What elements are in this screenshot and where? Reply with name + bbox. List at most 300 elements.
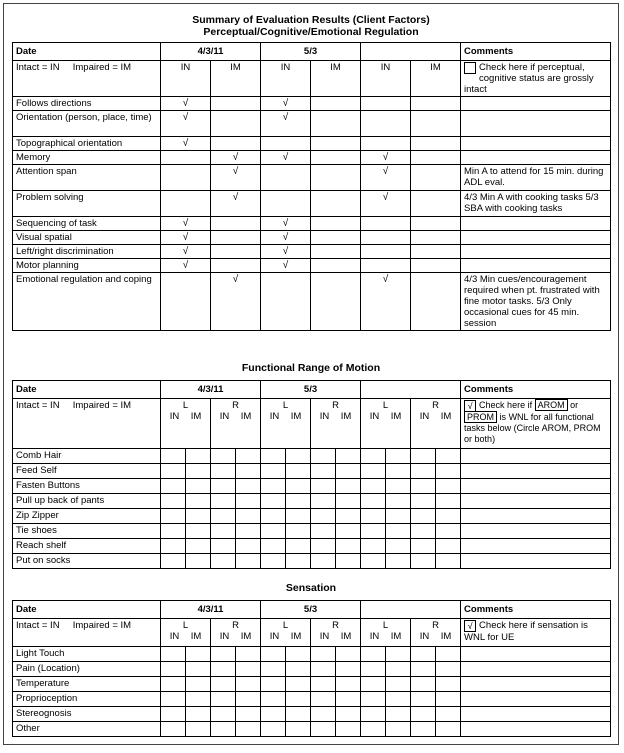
sensation-check-text: Check here if sensation is WNL for UE bbox=[464, 620, 588, 643]
grid-cell[interactable] bbox=[211, 524, 236, 539]
grid-cell[interactable] bbox=[411, 494, 436, 509]
grid-cell[interactable] bbox=[161, 449, 186, 464]
date2-header: 5/3 bbox=[261, 381, 361, 399]
in-label: IN bbox=[369, 411, 380, 422]
check-cell[interactable] bbox=[411, 111, 461, 137]
in-label: IN bbox=[169, 631, 180, 642]
grid-cell[interactable] bbox=[161, 707, 186, 722]
grid-cell[interactable] bbox=[436, 647, 461, 662]
grid-cell[interactable] bbox=[411, 662, 436, 677]
grid-cell[interactable] bbox=[261, 647, 286, 662]
grid-cell[interactable] bbox=[211, 677, 236, 692]
check-cell[interactable] bbox=[311, 191, 361, 217]
row-label: Light Touch bbox=[13, 647, 161, 662]
check-cell[interactable] bbox=[361, 217, 411, 231]
table-row bbox=[13, 464, 611, 479]
im-label: IM bbox=[190, 411, 202, 422]
grid-cell[interactable] bbox=[336, 479, 361, 494]
grid-cell[interactable] bbox=[261, 464, 286, 479]
grid-cell[interactable] bbox=[211, 449, 236, 464]
check-cell[interactable]: √ bbox=[361, 273, 411, 331]
grid-cell[interactable] bbox=[361, 494, 386, 509]
lr-cell bbox=[311, 399, 361, 449]
grid-cell[interactable] bbox=[361, 722, 386, 737]
table-row bbox=[13, 707, 611, 722]
grid-cell[interactable] bbox=[186, 707, 211, 722]
check-cell[interactable] bbox=[211, 245, 261, 259]
table-row bbox=[13, 231, 611, 245]
grid-cell[interactable] bbox=[311, 479, 336, 494]
grid-cell[interactable] bbox=[386, 554, 411, 569]
check-cell[interactable]: √ bbox=[261, 151, 311, 165]
grid-cell[interactable] bbox=[286, 677, 311, 692]
grid-cell[interactable] bbox=[386, 722, 411, 737]
grid-cell[interactable] bbox=[336, 692, 361, 707]
check-cell[interactable]: √ bbox=[361, 151, 411, 165]
grid-cell[interactable] bbox=[336, 524, 361, 539]
grid-cell[interactable] bbox=[386, 479, 411, 494]
check-cell[interactable] bbox=[411, 231, 461, 245]
table-row bbox=[13, 662, 611, 677]
grid-cell[interactable] bbox=[361, 509, 386, 524]
grid-cell[interactable] bbox=[436, 677, 461, 692]
table-row bbox=[13, 554, 611, 569]
row-label: Tie shoes bbox=[13, 524, 161, 539]
check-cell[interactable] bbox=[261, 273, 311, 331]
date3-header bbox=[361, 381, 461, 399]
grid-cell[interactable] bbox=[411, 479, 436, 494]
grid-cell[interactable] bbox=[186, 677, 211, 692]
grid-cell[interactable] bbox=[161, 494, 186, 509]
check-cell[interactable] bbox=[411, 151, 461, 165]
grid-cell[interactable] bbox=[236, 707, 261, 722]
table-row bbox=[13, 151, 611, 165]
grid-cell[interactable] bbox=[261, 479, 286, 494]
check-cell[interactable] bbox=[411, 245, 461, 259]
check-cell[interactable]: √ bbox=[211, 151, 261, 165]
check-cell[interactable] bbox=[311, 151, 361, 165]
grid-cell[interactable] bbox=[336, 722, 361, 737]
grid-cell[interactable] bbox=[211, 494, 236, 509]
grid-cell[interactable] bbox=[186, 539, 211, 554]
grid-cell[interactable] bbox=[186, 524, 211, 539]
grid-cell[interactable] bbox=[186, 449, 211, 464]
grid-cell[interactable] bbox=[386, 524, 411, 539]
grid-cell[interactable] bbox=[236, 662, 261, 677]
grid-cell[interactable] bbox=[411, 647, 436, 662]
grid-cell[interactable] bbox=[361, 554, 386, 569]
grid-cell[interactable] bbox=[161, 509, 186, 524]
check-cell[interactable] bbox=[211, 97, 261, 111]
im-label: IM bbox=[240, 631, 252, 642]
row-comment: Min A to attend for 15 min. during ADL eval. bbox=[461, 165, 611, 191]
check-cell[interactable] bbox=[211, 217, 261, 231]
row-comment bbox=[461, 539, 611, 554]
grid-cell[interactable] bbox=[361, 647, 386, 662]
table-row bbox=[13, 509, 611, 524]
grid-cell[interactable] bbox=[261, 662, 286, 677]
grid-cell[interactable] bbox=[236, 647, 261, 662]
im-label: IM bbox=[440, 411, 452, 422]
grid-cell[interactable] bbox=[361, 449, 386, 464]
grid-cell[interactable] bbox=[311, 494, 336, 509]
check-cell[interactable] bbox=[161, 273, 211, 331]
row-label: Comb Hair bbox=[13, 449, 161, 464]
grid-cell[interactable] bbox=[386, 464, 411, 479]
grid-cell[interactable] bbox=[411, 722, 436, 737]
grid-cell[interactable] bbox=[236, 449, 261, 464]
check-cell[interactable] bbox=[311, 97, 361, 111]
grid-cell[interactable] bbox=[211, 707, 236, 722]
grid-cell[interactable] bbox=[236, 692, 261, 707]
check-cell[interactable] bbox=[311, 217, 361, 231]
check-cell[interactable] bbox=[311, 259, 361, 273]
grid-cell[interactable] bbox=[361, 539, 386, 554]
check-cell[interactable] bbox=[311, 137, 361, 151]
grid-cell[interactable] bbox=[261, 539, 286, 554]
row-label: Zip Zipper bbox=[13, 509, 161, 524]
grid-cell[interactable] bbox=[286, 647, 311, 662]
check-cell[interactable] bbox=[311, 245, 361, 259]
check-cell[interactable]: √ bbox=[261, 217, 311, 231]
grid-cell[interactable] bbox=[361, 464, 386, 479]
grid-cell[interactable] bbox=[311, 464, 336, 479]
grid-cell[interactable] bbox=[186, 722, 211, 737]
grid-cell[interactable] bbox=[411, 692, 436, 707]
grid-cell[interactable] bbox=[386, 539, 411, 554]
grid-cell[interactable] bbox=[336, 677, 361, 692]
grid-cell[interactable] bbox=[311, 449, 336, 464]
check-cell[interactable] bbox=[361, 245, 411, 259]
row-label: Attention span bbox=[13, 165, 161, 191]
grid-cell[interactable] bbox=[211, 647, 236, 662]
grid-cell[interactable] bbox=[411, 449, 436, 464]
check-cell[interactable] bbox=[411, 259, 461, 273]
grid-cell[interactable] bbox=[311, 662, 336, 677]
grid-cell[interactable] bbox=[286, 479, 311, 494]
grid-cell[interactable] bbox=[311, 524, 336, 539]
check-cell[interactable] bbox=[261, 137, 311, 151]
check-cell[interactable]: √ bbox=[361, 191, 411, 217]
grid-cell[interactable] bbox=[286, 509, 311, 524]
grid-cell[interactable] bbox=[436, 464, 461, 479]
check-cell[interactable] bbox=[261, 165, 311, 191]
grid-cell[interactable] bbox=[211, 509, 236, 524]
grid-cell[interactable] bbox=[211, 554, 236, 569]
check-cell[interactable] bbox=[211, 259, 261, 273]
grid-cell[interactable] bbox=[236, 554, 261, 569]
check-cell[interactable] bbox=[411, 137, 461, 151]
grid-cell[interactable] bbox=[311, 647, 336, 662]
grid-cell[interactable] bbox=[286, 722, 311, 737]
table-row bbox=[13, 245, 611, 259]
check-cell[interactable]: √ bbox=[161, 245, 211, 259]
grid-cell[interactable] bbox=[336, 494, 361, 509]
grid-cell[interactable] bbox=[261, 509, 286, 524]
check-cell[interactable] bbox=[311, 111, 361, 137]
im-label: IM bbox=[390, 411, 402, 422]
im-label: IM bbox=[240, 411, 252, 422]
grid-cell[interactable] bbox=[211, 479, 236, 494]
grid-cell[interactable] bbox=[336, 509, 361, 524]
im-label: IM bbox=[340, 411, 352, 422]
grid-cell[interactable] bbox=[236, 722, 261, 737]
grid-cell[interactable] bbox=[186, 647, 211, 662]
grid-cell[interactable] bbox=[236, 539, 261, 554]
grid-cell[interactable] bbox=[186, 692, 211, 707]
check-cell[interactable]: √ bbox=[161, 111, 211, 137]
grid-cell[interactable] bbox=[261, 677, 286, 692]
grid-cell[interactable] bbox=[386, 449, 411, 464]
check-cell[interactable] bbox=[311, 273, 361, 331]
check-cell[interactable] bbox=[211, 111, 261, 137]
grid-cell[interactable] bbox=[311, 539, 336, 554]
check-cell[interactable] bbox=[411, 191, 461, 217]
rom-check-cell bbox=[461, 399, 611, 449]
row-label: Pain (Location) bbox=[13, 662, 161, 677]
row-comment bbox=[461, 677, 611, 692]
grid-cell[interactable] bbox=[211, 692, 236, 707]
grid-cell[interactable] bbox=[286, 494, 311, 509]
grid-cell[interactable] bbox=[386, 707, 411, 722]
check-cell[interactable]: √ bbox=[261, 245, 311, 259]
table-row bbox=[13, 111, 611, 137]
arom-box[interactable]: AROM bbox=[535, 399, 568, 411]
grid-cell[interactable] bbox=[336, 464, 361, 479]
grid-cell[interactable] bbox=[336, 707, 361, 722]
grid-cell[interactable] bbox=[236, 494, 261, 509]
row-comment bbox=[461, 111, 611, 137]
grid-cell[interactable] bbox=[336, 539, 361, 554]
grid-cell[interactable] bbox=[436, 494, 461, 509]
grid-cell[interactable] bbox=[411, 677, 436, 692]
grid-cell[interactable] bbox=[236, 479, 261, 494]
grid-cell[interactable] bbox=[236, 464, 261, 479]
grid-cell[interactable] bbox=[436, 449, 461, 464]
grid-cell[interactable] bbox=[286, 524, 311, 539]
grid-cell[interactable] bbox=[386, 647, 411, 662]
grid-cell[interactable] bbox=[161, 647, 186, 662]
grid-cell[interactable] bbox=[361, 479, 386, 494]
grid-cell[interactable] bbox=[336, 449, 361, 464]
row-label: Visual spatial bbox=[13, 231, 161, 245]
grid-cell[interactable] bbox=[286, 554, 311, 569]
check-cell[interactable] bbox=[211, 231, 261, 245]
grid-cell[interactable] bbox=[386, 509, 411, 524]
grid-cell[interactable] bbox=[311, 677, 336, 692]
check-cell[interactable]: √ bbox=[161, 231, 211, 245]
grid-cell[interactable] bbox=[261, 524, 286, 539]
check-cell[interactable] bbox=[161, 165, 211, 191]
in-label: IN bbox=[261, 61, 311, 97]
form-header bbox=[4, 14, 618, 38]
check-cell[interactable]: √ bbox=[161, 259, 211, 273]
grid-cell[interactable] bbox=[186, 509, 211, 524]
grid-cell[interactable] bbox=[286, 464, 311, 479]
grid-cell[interactable] bbox=[361, 692, 386, 707]
grid-cell[interactable] bbox=[436, 479, 461, 494]
grid-cell[interactable] bbox=[436, 692, 461, 707]
prom-box[interactable]: PROM bbox=[464, 411, 497, 423]
grid-cell[interactable] bbox=[261, 494, 286, 509]
check-cell[interactable]: √ bbox=[211, 165, 261, 191]
grid-cell[interactable] bbox=[186, 464, 211, 479]
grid-cell[interactable] bbox=[161, 464, 186, 479]
check-cell[interactable] bbox=[161, 151, 211, 165]
grid-cell[interactable] bbox=[261, 692, 286, 707]
grid-cell[interactable] bbox=[161, 479, 186, 494]
table-row bbox=[13, 692, 611, 707]
check-cell[interactable]: √ bbox=[161, 137, 211, 151]
check-cell[interactable]: √ bbox=[261, 111, 311, 137]
grid-cell[interactable] bbox=[386, 662, 411, 677]
row-comment bbox=[461, 707, 611, 722]
grid-cell[interactable] bbox=[286, 539, 311, 554]
grid-cell[interactable] bbox=[386, 692, 411, 707]
table-row bbox=[13, 191, 611, 217]
grid-cell[interactable] bbox=[411, 509, 436, 524]
date-header: Date bbox=[13, 601, 161, 619]
check-cell[interactable]: √ bbox=[261, 97, 311, 111]
table-row bbox=[13, 722, 611, 737]
table-row bbox=[13, 165, 611, 191]
check-cell[interactable] bbox=[361, 137, 411, 151]
check-cell[interactable]: √ bbox=[161, 97, 211, 111]
grid-cell[interactable] bbox=[311, 722, 336, 737]
rom-rows bbox=[13, 449, 611, 569]
grid-cell[interactable] bbox=[361, 707, 386, 722]
check-cell[interactable] bbox=[361, 111, 411, 137]
lr-cell bbox=[161, 399, 211, 449]
check-cell[interactable] bbox=[411, 273, 461, 331]
grid-cell[interactable] bbox=[261, 449, 286, 464]
check-cell[interactable] bbox=[361, 231, 411, 245]
grid-cell[interactable] bbox=[436, 722, 461, 737]
grid-cell[interactable] bbox=[386, 677, 411, 692]
grid-cell[interactable] bbox=[161, 677, 186, 692]
in-label: IN bbox=[361, 61, 411, 97]
check-cell[interactable] bbox=[361, 259, 411, 273]
sensation-title: Sensation bbox=[285, 582, 337, 594]
perceptual-legend-row bbox=[13, 61, 611, 97]
check-cell[interactable] bbox=[261, 191, 311, 217]
grid-cell[interactable] bbox=[161, 524, 186, 539]
grid-cell[interactable] bbox=[336, 647, 361, 662]
grid-cell[interactable] bbox=[411, 464, 436, 479]
row-label: Temperature bbox=[13, 677, 161, 692]
side-r: R bbox=[332, 400, 339, 411]
grid-cell[interactable] bbox=[411, 554, 436, 569]
grid-cell[interactable] bbox=[161, 662, 186, 677]
check-cell[interactable] bbox=[311, 165, 361, 191]
in-label: IN bbox=[269, 631, 280, 642]
perceptual-checkbox[interactable] bbox=[464, 62, 476, 74]
grid-cell[interactable] bbox=[436, 509, 461, 524]
grid-cell[interactable] bbox=[186, 554, 211, 569]
grid-cell[interactable] bbox=[436, 524, 461, 539]
im-label: IM bbox=[390, 631, 402, 642]
grid-cell[interactable] bbox=[211, 539, 236, 554]
grid-cell[interactable] bbox=[311, 509, 336, 524]
grid-cell[interactable] bbox=[236, 509, 261, 524]
check-cell[interactable]: √ bbox=[361, 165, 411, 191]
grid-cell[interactable] bbox=[186, 494, 211, 509]
grid-cell[interactable] bbox=[161, 539, 186, 554]
check-cell[interactable] bbox=[161, 191, 211, 217]
legend: Intact = IN Impaired = IM bbox=[13, 619, 161, 647]
grid-cell[interactable] bbox=[411, 524, 436, 539]
grid-cell[interactable] bbox=[411, 539, 436, 554]
row-comment bbox=[461, 479, 611, 494]
check-cell[interactable]: √ bbox=[211, 273, 261, 331]
grid-cell[interactable] bbox=[311, 707, 336, 722]
grid-cell[interactable] bbox=[311, 554, 336, 569]
grid-cell[interactable] bbox=[336, 554, 361, 569]
check-cell[interactable] bbox=[361, 97, 411, 111]
grid-cell[interactable] bbox=[186, 662, 211, 677]
check-cell[interactable] bbox=[211, 137, 261, 151]
grid-cell[interactable] bbox=[336, 662, 361, 677]
grid-cell[interactable] bbox=[186, 479, 211, 494]
grid-cell[interactable] bbox=[211, 722, 236, 737]
in-label: IN bbox=[319, 631, 330, 642]
grid-cell[interactable] bbox=[361, 524, 386, 539]
grid-cell[interactable] bbox=[286, 692, 311, 707]
grid-cell[interactable] bbox=[361, 677, 386, 692]
grid-cell[interactable] bbox=[286, 662, 311, 677]
grid-cell[interactable] bbox=[261, 554, 286, 569]
grid-cell[interactable] bbox=[436, 707, 461, 722]
grid-cell[interactable] bbox=[311, 692, 336, 707]
lr-cell bbox=[361, 399, 411, 449]
check-cell[interactable] bbox=[411, 217, 461, 231]
grid-cell[interactable] bbox=[436, 554, 461, 569]
rom-checkbox[interactable]: √ bbox=[464, 400, 476, 412]
grid-cell[interactable] bbox=[436, 662, 461, 677]
check-cell[interactable]: √ bbox=[261, 259, 311, 273]
im-label: IM bbox=[190, 631, 202, 642]
check-cell[interactable]: √ bbox=[161, 217, 211, 231]
grid-cell[interactable] bbox=[161, 692, 186, 707]
grid-cell[interactable] bbox=[286, 707, 311, 722]
evaluation-form bbox=[3, 3, 619, 745]
grid-cell[interactable] bbox=[261, 707, 286, 722]
grid-cell[interactable] bbox=[211, 464, 236, 479]
grid-cell[interactable] bbox=[286, 449, 311, 464]
sensation-checkbox[interactable]: √ bbox=[464, 620, 476, 632]
check-cell[interactable] bbox=[411, 97, 461, 111]
check-cell[interactable] bbox=[311, 231, 361, 245]
in-label: IN bbox=[169, 411, 180, 422]
check-cell[interactable]: √ bbox=[261, 231, 311, 245]
check-cell[interactable]: √ bbox=[211, 191, 261, 217]
side-l: L bbox=[282, 400, 289, 411]
grid-cell[interactable] bbox=[386, 494, 411, 509]
grid-cell[interactable] bbox=[236, 677, 261, 692]
check-cell[interactable] bbox=[411, 165, 461, 191]
grid-cell[interactable] bbox=[436, 539, 461, 554]
grid-cell[interactable] bbox=[361, 662, 386, 677]
grid-cell[interactable] bbox=[411, 707, 436, 722]
sensation-rows bbox=[13, 647, 611, 737]
table-row bbox=[13, 479, 611, 494]
grid-cell[interactable] bbox=[161, 554, 186, 569]
grid-cell[interactable] bbox=[236, 524, 261, 539]
side-r: R bbox=[432, 620, 439, 631]
grid-cell[interactable] bbox=[161, 722, 186, 737]
grid-cell[interactable] bbox=[261, 722, 286, 737]
grid-cell[interactable] bbox=[211, 662, 236, 677]
